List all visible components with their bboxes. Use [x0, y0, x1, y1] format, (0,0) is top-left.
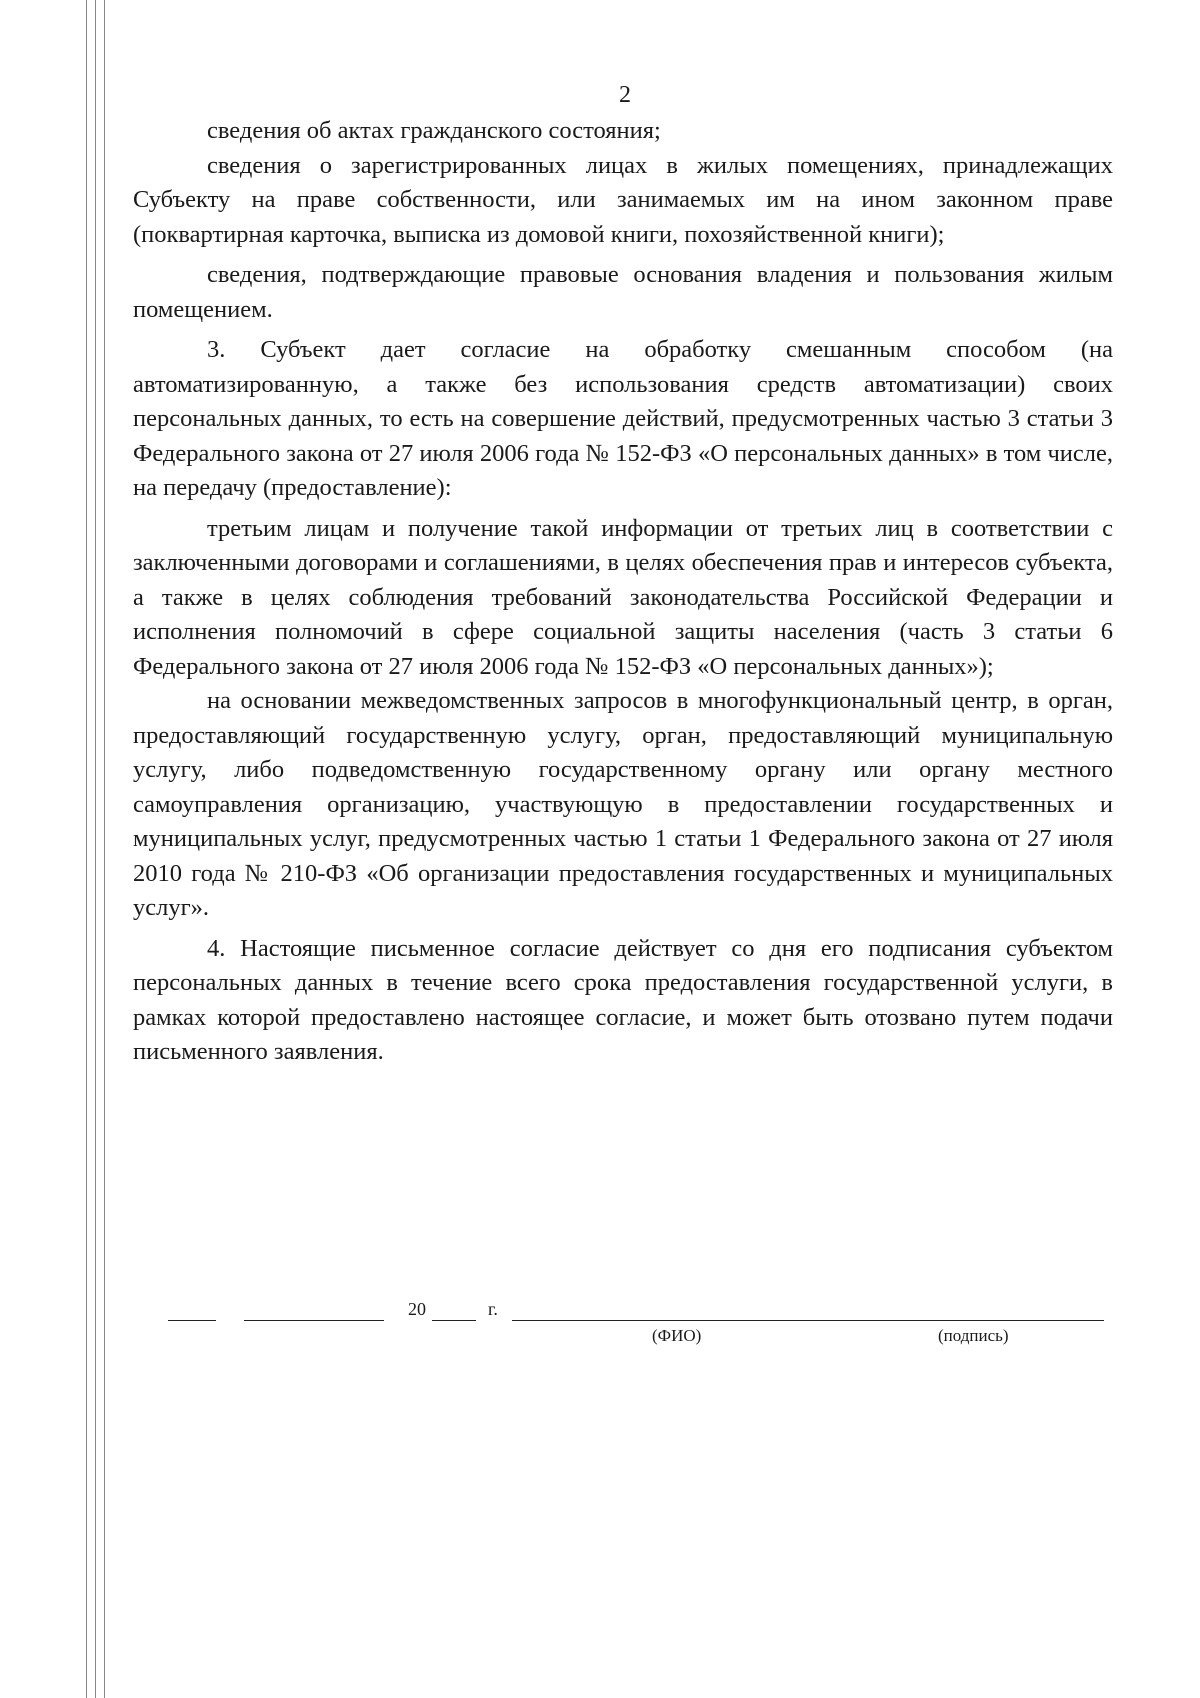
paragraph: сведения о зарегистрированных лицах в жилых помещениях, принадлежащих Субъекту на праве собственности, или занимаемых им на ином законном праве (поквартирная карточка, выписка из домовой книги, похозяйственной книги);	[133, 151, 1113, 248]
paragraph: сведения, подтверждающие правовые основания владения и пользования жилым помещением.	[133, 261, 1113, 323]
year-prefix: 20	[408, 1299, 426, 1319]
signature-label: (подпись)	[938, 1326, 1009, 1345]
paragraph: на основании межведомственных запросов в многофункциональный центр, в орган, предоставляющий государственную услугу, орган, предоставляющий муниципальную услугу, либо подведомственную государственному органу или органу местного самоуправления организацию, участвующую в предоставлении государственных и муниципальных услуг, предусмотренных частью 1 статьи 1 Федерального закона от 27 июля 2010 года № 210-ФЗ «Об организации предоставления государственных и муниципальных услуг».	[133, 687, 1113, 921]
signature-block	[168, 1298, 1104, 1328]
month-line	[244, 1298, 384, 1321]
year-suffix: г.	[488, 1299, 498, 1319]
binding-line-3	[104, 0, 105, 1698]
fio-label: (ФИО)	[652, 1326, 702, 1345]
page-number: 2	[619, 82, 631, 108]
binding-line-2	[95, 0, 96, 1698]
year-line	[432, 1298, 476, 1321]
binding-line-1	[86, 0, 87, 1698]
paragraph: 4. Настоящие письменное согласие действует со дня его подписания субъектом персональных данных в течение всего срока предоставления государственной услуги, в рамках которой предоставлено настоящее согласие, и может быть отозвано путем подачи письменного заявления.	[133, 934, 1113, 1065]
document-body	[133, 114, 1113, 1070]
paragraph: 3. Субъект дает согласие на обработку смешанным способом (на автоматизированную, а также без использования средств автоматизации) своих персональных данных, то есть на совершение действий, предусмотренных частью 3 статьи 3 Федерального закона от 27 июля 2006 года № 152-ФЗ «О персональных данных» в том числе, на передачу (предоставление):	[133, 336, 1113, 501]
fio-signature-line	[512, 1298, 1104, 1321]
day-line	[168, 1298, 216, 1321]
paragraph: третьим лицам и получение такой информации от третьих лиц в соответствии с заключенными договорами и соглашениями, в целях обеспечения прав и интересов субъекта, а также в целях соблюдения требований законодательства Российской Федерации и исполнения полномочий в сфере социальной защиты населения (часть 3 статьи 6 Федерального закона от 27 июля 2006 года № 152-ФЗ «О персональных данных»);	[133, 514, 1113, 680]
paragraph: сведения об актах гражданского состояния;	[207, 117, 661, 144]
